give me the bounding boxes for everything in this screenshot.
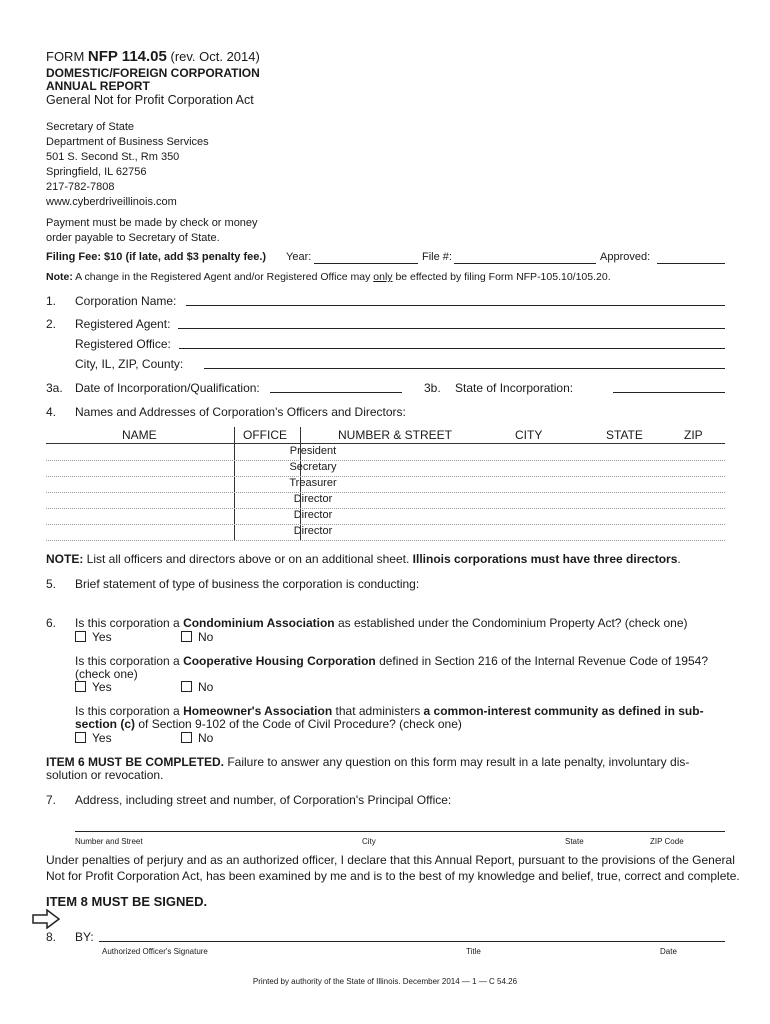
officers-title: Names and Addresses of Corporation's Officers and Directors: — [75, 405, 406, 419]
note-text: List all officers and directors above or on an additional sheet. — [83, 552, 413, 566]
question-text: as established under the Condominium Property Act? (check one) — [334, 616, 688, 630]
col-header-city: CITY — [515, 428, 543, 442]
title-caption: Title — [466, 947, 481, 956]
col-header-name: NAME — [122, 428, 157, 442]
table-row[interactable] — [46, 508, 725, 525]
office-cell: Director — [293, 525, 333, 537]
note-emphasis: Illinois corporations must have three directors — [412, 552, 678, 566]
form-number: NFP 114.05 — [87, 48, 167, 65]
corporation-name-label: Corporation Name: — [75, 294, 177, 308]
file-number-label: File #: — [422, 251, 452, 263]
checkbox[interactable] — [181, 631, 192, 642]
office-cell: Director — [293, 509, 333, 521]
item-number: 4. — [46, 405, 57, 419]
office-cell: President — [289, 445, 337, 457]
business-statement-label: Brief statement of type of business the corporation is conducting: — [75, 577, 420, 591]
checkbox[interactable] — [75, 681, 86, 692]
office-cell: Secretary — [289, 461, 337, 473]
question-emphasis: Cooperative Housing Corporation — [183, 654, 376, 668]
signature-field[interactable] — [99, 941, 725, 942]
form-title-line1: DOMESTIC/FOREIGN CORPORATION — [46, 66, 260, 80]
condo-question — [75, 616, 687, 630]
col-header-office: OFFICE — [243, 428, 287, 442]
address-line: 501 S. Second St., Rm 350 — [46, 151, 180, 163]
item-number: 5. — [46, 577, 57, 591]
address-line: 217-782-7808 — [46, 181, 115, 193]
question-text: of Section 9-102 of the Code of Civil Procedure? (check one) — [135, 717, 462, 731]
item-number: 7. — [46, 793, 57, 807]
question-text: defined in Section 216 of the Internal Revenue Code of 1954? — [375, 654, 708, 668]
col-header-zip: ZIP — [684, 428, 703, 442]
hoa-question — [75, 704, 704, 718]
officers-note — [46, 552, 681, 566]
approved-label: Approved: — [600, 251, 651, 263]
form-prefix: FORM — [46, 49, 85, 64]
question-emphasis: a common-interest community as defined in sub- — [423, 704, 704, 718]
hoa-question-cont — [75, 717, 462, 731]
option-label: No — [198, 630, 214, 644]
city-zip-county-field[interactable] — [204, 368, 725, 369]
note-label: NOTE: — [46, 552, 84, 566]
coop-question — [75, 654, 708, 668]
year-label: Year: — [286, 251, 312, 263]
item6-required-note — [46, 755, 689, 769]
registered-office-label: Registered Office: — [75, 337, 171, 351]
option-label: No — [198, 680, 214, 694]
zip-caption: ZIP Code — [650, 837, 684, 846]
table-row[interactable] — [46, 444, 725, 461]
condo-yes-option[interactable] — [75, 630, 112, 644]
item-number: 8. — [46, 930, 57, 944]
question-emphasis: section (c) — [75, 717, 136, 731]
payment-line: Payment must be made by check or money — [46, 217, 258, 229]
note-label: Note: — [46, 271, 73, 283]
note-emphasis: only — [373, 271, 393, 283]
principal-office-field[interactable] — [75, 831, 725, 832]
table-row[interactable] — [46, 492, 725, 509]
address-line: Springfield, IL 62756 — [46, 166, 147, 178]
hoa-yes-option[interactable] — [75, 731, 112, 745]
form-heading — [46, 48, 260, 65]
item-number: 3a. — [46, 381, 63, 395]
note-text: be effected by filing Form NFP-105.10/105.20. — [392, 271, 611, 283]
perjury-line: Under penalties of perjury and as an authorized officer, I declare that this Annual Report, pursuant to the provisions of the General — [46, 853, 735, 867]
registered-agent-label: Registered Agent: — [75, 317, 171, 331]
checkbox[interactable] — [75, 732, 86, 743]
option-label: Yes — [92, 630, 112, 644]
option-label: Yes — [92, 680, 112, 694]
coop-question-cont: (check one) — [75, 667, 138, 681]
office-cell: Treasurer — [289, 477, 337, 489]
note-text: A change in the Registered Agent and/or Registered Office may — [72, 271, 374, 283]
checkbox[interactable] — [181, 681, 192, 692]
principal-office-label: Address, including street and number, of Corporation's Principal Office: — [75, 793, 452, 807]
note-emphasis: ITEM 6 MUST BE COMPLETED. — [46, 755, 225, 769]
coop-no-option[interactable] — [181, 680, 213, 694]
corporation-name-field[interactable] — [186, 305, 725, 306]
item-number: 3b. — [424, 381, 441, 395]
website-link[interactable]: www.cyberdriveillinois.com — [46, 196, 177, 208]
note-text: . — [677, 552, 681, 566]
checkbox[interactable] — [75, 631, 86, 642]
by-label: BY: — [75, 930, 94, 944]
col-header-street: NUMBER & STREET — [338, 428, 453, 442]
registered-office-field[interactable] — [179, 348, 725, 349]
coop-yes-option[interactable] — [75, 680, 112, 694]
street-caption: Number and Street — [75, 837, 143, 846]
file-number-field[interactable] — [454, 263, 596, 264]
payment-line: order payable to Secretary of State. — [46, 232, 220, 244]
table-row[interactable] — [46, 476, 725, 493]
item-number: 6. — [46, 616, 57, 630]
form-subtitle: General Not for Profit Corporation Act — [46, 93, 254, 107]
state-caption: State — [565, 837, 584, 846]
item-number: 2. — [46, 317, 57, 331]
form-revision: (rev. Oct. 2014) — [170, 49, 260, 64]
question-text: Is this corporation a — [75, 704, 184, 718]
form-title-line2: ANNUAL REPORT — [46, 79, 150, 93]
registered-agent-field[interactable] — [178, 328, 725, 329]
note-text: Failure to answer any question on this form may result in a late penalty, involuntary dis- — [224, 755, 690, 769]
condo-no-option[interactable] — [181, 630, 213, 644]
col-header-state: STATE — [606, 428, 643, 442]
address-line: Department of Business Services — [46, 136, 209, 148]
approved-field[interactable] — [657, 263, 725, 264]
signature-caption: Authorized Officer's Signature — [102, 947, 208, 956]
state-incorporation-field[interactable] — [613, 392, 725, 393]
table-row[interactable] — [46, 460, 725, 477]
city-zip-county-label: City, IL, ZIP, County: — [75, 357, 184, 371]
date-caption: Date — [660, 947, 677, 956]
hoa-no-option[interactable] — [181, 731, 213, 745]
payment-note — [46, 216, 258, 246]
item-number: 1. — [46, 294, 57, 308]
date-incorporation-field[interactable] — [270, 392, 402, 393]
question-text: Is this corporation a — [75, 654, 184, 668]
option-label: No — [198, 731, 214, 745]
item6-required-cont: solution or revocation. — [46, 768, 164, 782]
question-text: Is this corporation a — [75, 616, 184, 630]
address-line: Secretary of State — [46, 121, 135, 133]
question-text: that administers — [332, 704, 424, 718]
footer: Printed by authority of the State of Illinois. December 2014 — 1 — C 54.26 — [252, 977, 518, 986]
office-cell: Director — [293, 493, 333, 505]
question-emphasis: Homeowner's Association — [183, 704, 333, 718]
state-incorporation-label: State of Incorporation: — [455, 381, 574, 395]
checkbox[interactable] — [181, 732, 192, 743]
date-incorporation-label: Date of Incorporation/Qualification: — [75, 381, 260, 395]
filing-fee: Filing Fee: $10 (if late, add $3 penalty fee.) — [46, 251, 267, 263]
perjury-line: Not for Profit Corporation Act, has been examined by me and is to the best of my knowledge and belief, true, correct and complete. — [46, 869, 740, 883]
agent-change-note — [46, 271, 611, 283]
item8-title: ITEM 8 MUST BE SIGNED. — [46, 894, 208, 909]
question-emphasis: Condominium Association — [183, 616, 335, 630]
city-caption: City — [362, 837, 376, 846]
sos-address — [46, 120, 209, 210]
year-field[interactable] — [314, 263, 418, 264]
table-row[interactable] — [46, 524, 725, 541]
option-label: Yes — [92, 731, 112, 745]
